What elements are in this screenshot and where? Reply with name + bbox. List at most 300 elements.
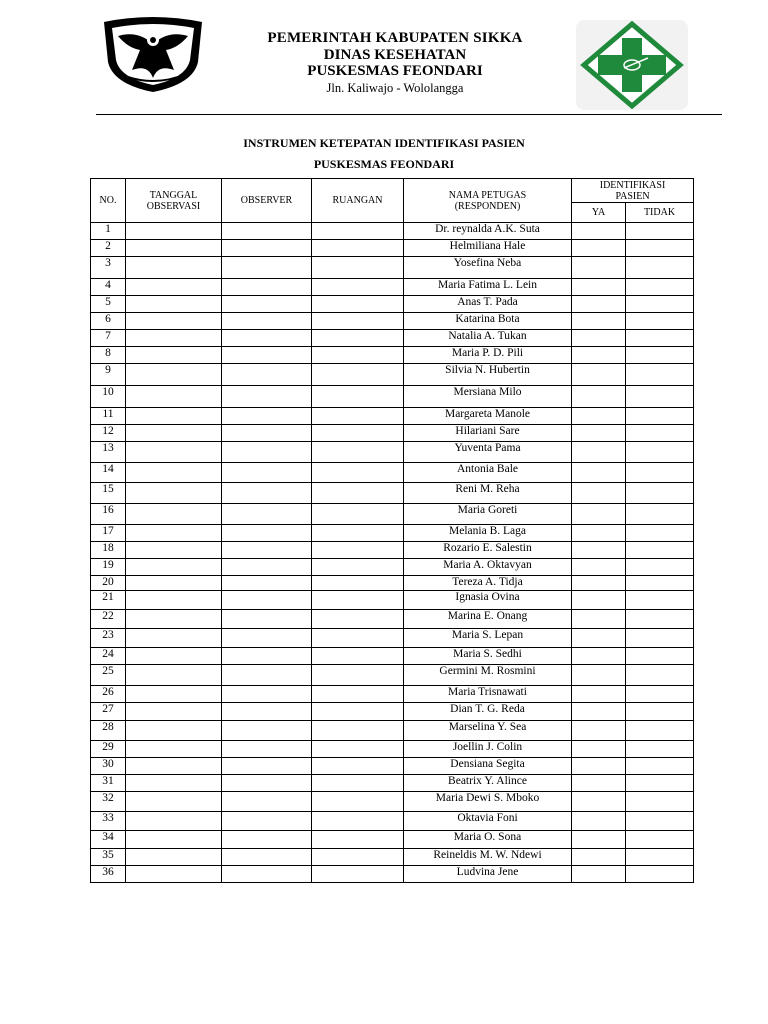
row-no-cell: 31 [91, 775, 126, 792]
row-observer-cell [222, 576, 312, 591]
row-ya-cell [572, 831, 626, 849]
table-row [91, 542, 694, 559]
row-tanggal-cell [126, 257, 222, 279]
row-tidak-cell [626, 648, 694, 665]
row-name-cell: Maria Goreti [404, 504, 572, 525]
row-tidak-cell [626, 758, 694, 775]
table-row [91, 775, 694, 792]
row-ruangan-cell [312, 831, 404, 849]
row-no-cell: 14 [91, 463, 126, 483]
row-tanggal-cell [126, 576, 222, 591]
row-ruangan-cell [312, 686, 404, 703]
row-ruangan-cell [312, 665, 404, 686]
row-no-cell: 1 [91, 223, 126, 240]
row-tidak-cell [626, 442, 694, 463]
header-identifikasi-pasien: IDENTIFIKASI PASIEN [572, 179, 694, 203]
row-ruangan-cell [312, 257, 404, 279]
row-no-cell: 4 [91, 279, 126, 296]
row-name-cell: Helmiliana Hale [404, 240, 572, 257]
table-row [91, 665, 694, 686]
row-name-cell: Rozario E. Salestin [404, 542, 572, 559]
row-name-cell: Densiana Segita [404, 758, 572, 775]
table-row [91, 559, 694, 576]
row-observer-cell [222, 386, 312, 408]
table-row [91, 347, 694, 364]
row-tanggal-cell [126, 386, 222, 408]
row-observer-cell [222, 741, 312, 758]
row-ya-cell [572, 240, 626, 257]
table-row [91, 812, 694, 831]
row-ya-cell [572, 257, 626, 279]
row-tanggal-cell [126, 758, 222, 775]
row-ruangan-cell [312, 559, 404, 576]
table-row [91, 442, 694, 463]
row-name-cell: Beatrix Y. Alince [404, 775, 572, 792]
table-row [91, 866, 694, 883]
row-tidak-cell [626, 576, 694, 591]
row-tanggal-cell [126, 425, 222, 442]
row-no-cell: 33 [91, 812, 126, 831]
row-ruangan-cell [312, 504, 404, 525]
row-observer-cell [222, 610, 312, 629]
row-ruangan-cell [312, 703, 404, 721]
table-row [91, 758, 694, 775]
row-ruangan-cell [312, 648, 404, 665]
row-ya-cell [572, 812, 626, 831]
row-tidak-cell [626, 741, 694, 758]
row-ruangan-cell [312, 364, 404, 386]
row-tidak-cell [626, 364, 694, 386]
row-observer-cell [222, 504, 312, 525]
row-tidak-cell [626, 463, 694, 483]
letterhead-address: Jln. Kaliwajo - Wololangga [326, 81, 464, 95]
row-tidak-cell [626, 812, 694, 831]
row-no-cell: 6 [91, 313, 126, 330]
row-tidak-cell [626, 240, 694, 257]
row-ya-cell [572, 741, 626, 758]
table-row [91, 313, 694, 330]
row-tanggal-cell [126, 849, 222, 866]
row-tanggal-cell [126, 330, 222, 347]
row-name-cell: Joellin J. Colin [404, 741, 572, 758]
table-row [91, 463, 694, 483]
row-tidak-cell [626, 775, 694, 792]
row-name-cell: Ludvina Jene [404, 866, 572, 883]
row-no-cell: 24 [91, 648, 126, 665]
row-tanggal-cell [126, 741, 222, 758]
row-ya-cell [572, 775, 626, 792]
row-tidak-cell [626, 525, 694, 542]
table-row [91, 849, 694, 866]
row-ruangan-cell [312, 741, 404, 758]
row-name-cell: Melania B. Laga [404, 525, 572, 542]
health-cross-logo [576, 20, 688, 110]
row-tanggal-cell [126, 775, 222, 792]
row-ya-cell [572, 386, 626, 408]
row-name-cell: Mersiana Milo [404, 386, 572, 408]
row-tidak-cell [626, 257, 694, 279]
row-tanggal-cell [126, 483, 222, 504]
row-no-cell: 10 [91, 386, 126, 408]
row-ruangan-cell [312, 240, 404, 257]
row-no-cell: 13 [91, 442, 126, 463]
row-ya-cell [572, 442, 626, 463]
row-ya-cell [572, 463, 626, 483]
row-name-cell: Maria Dewi S. Mboko [404, 792, 572, 812]
row-ya-cell [572, 866, 626, 883]
row-no-cell: 25 [91, 665, 126, 686]
header-ya: YA [572, 203, 626, 223]
row-tanggal-cell [126, 408, 222, 425]
row-ya-cell [572, 364, 626, 386]
row-no-cell: 12 [91, 425, 126, 442]
row-ruangan-cell [312, 386, 404, 408]
row-tanggal-cell [126, 610, 222, 629]
row-ya-cell [572, 849, 626, 866]
row-ya-cell [572, 591, 626, 610]
row-ruangan-cell [312, 296, 404, 313]
row-ya-cell [572, 279, 626, 296]
row-no-cell: 7 [91, 330, 126, 347]
row-no-cell: 8 [91, 347, 126, 364]
row-name-cell: Silvia N. Hubertin [404, 364, 572, 386]
row-name-cell: Maria S. Lepan [404, 629, 572, 648]
row-tanggal-cell [126, 279, 222, 296]
document-title: INSTRUMEN KETEPATAN IDENTIFIKASI PASIEN [243, 136, 525, 150]
row-observer-cell [222, 686, 312, 703]
row-tidak-cell [626, 665, 694, 686]
row-no-cell: 27 [91, 703, 126, 721]
row-name-cell: Reni M. Reha [404, 483, 572, 504]
row-ya-cell [572, 686, 626, 703]
letterhead-department: DINAS KESEHATAN [323, 47, 467, 63]
table-row [91, 296, 694, 313]
row-no-cell: 2 [91, 240, 126, 257]
row-ya-cell [572, 425, 626, 442]
row-ya-cell [572, 758, 626, 775]
row-ya-cell [572, 792, 626, 812]
row-tanggal-cell [126, 686, 222, 703]
row-ruangan-cell [312, 525, 404, 542]
row-name-cell: Margareta Manole [404, 408, 572, 425]
row-observer-cell [222, 330, 312, 347]
table-row [91, 610, 694, 629]
table-row [91, 576, 694, 591]
row-no-cell: 22 [91, 610, 126, 629]
letterhead [220, 30, 570, 96]
row-tanggal-cell [126, 525, 222, 542]
row-no-cell: 15 [91, 483, 126, 504]
row-no-cell: 36 [91, 866, 126, 883]
row-ruangan-cell [312, 330, 404, 347]
row-ruangan-cell [312, 610, 404, 629]
row-tanggal-cell [126, 831, 222, 849]
row-observer-cell [222, 721, 312, 741]
row-name-cell: Natalia A. Tukan [404, 330, 572, 347]
row-tidak-cell [626, 313, 694, 330]
row-ya-cell [572, 559, 626, 576]
row-tanggal-cell [126, 866, 222, 883]
row-ruangan-cell [312, 775, 404, 792]
row-ruangan-cell [312, 223, 404, 240]
row-name-cell: Reineldis M. W. Ndewi [404, 849, 572, 866]
row-no-cell: 16 [91, 504, 126, 525]
row-tanggal-cell [126, 559, 222, 576]
table-row [91, 386, 694, 408]
row-no-cell: 17 [91, 525, 126, 542]
document-subtitle: PUSKESMAS FEONDARI [313, 157, 455, 171]
row-ya-cell [572, 576, 626, 591]
row-ya-cell [572, 648, 626, 665]
header-nama-petugas: NAMA PETUGAS (RESPONDEN) [404, 179, 572, 223]
row-ya-cell [572, 665, 626, 686]
row-tidak-cell [626, 296, 694, 313]
row-tidak-cell [626, 483, 694, 504]
row-observer-cell [222, 463, 312, 483]
header-ruangan: RUANGAN [312, 179, 404, 223]
row-name-cell: Marselina Y. Sea [404, 721, 572, 741]
row-no-cell: 19 [91, 559, 126, 576]
row-tidak-cell [626, 792, 694, 812]
sikka-emblem-logo [98, 14, 208, 94]
row-tanggal-cell [126, 347, 222, 364]
row-observer-cell [222, 347, 312, 364]
row-tidak-cell [626, 504, 694, 525]
row-no-cell: 5 [91, 296, 126, 313]
row-observer-cell [222, 629, 312, 648]
row-no-cell: 3 [91, 257, 126, 279]
row-tidak-cell [626, 721, 694, 741]
row-ruangan-cell [312, 792, 404, 812]
row-no-cell: 32 [91, 792, 126, 812]
table-row [91, 504, 694, 525]
row-observer-cell [222, 442, 312, 463]
row-ya-cell [572, 525, 626, 542]
table-row [91, 591, 694, 610]
row-tidak-cell [626, 559, 694, 576]
header-tidak: TIDAK [626, 203, 694, 223]
letterhead-puskesmas: PUSKESMAS FEONDARI [307, 63, 483, 79]
row-tanggal-cell [126, 721, 222, 741]
row-name-cell: Maria Fatima L. Lein [404, 279, 572, 296]
row-name-cell: Antonia Bale [404, 463, 572, 483]
row-name-cell: Maria Trisnawati [404, 686, 572, 703]
table-row [91, 831, 694, 849]
row-ruangan-cell [312, 425, 404, 442]
row-ya-cell [572, 408, 626, 425]
table-row [91, 257, 694, 279]
table-row [91, 330, 694, 347]
row-observer-cell [222, 296, 312, 313]
table-row [91, 686, 694, 703]
row-ruangan-cell [312, 408, 404, 425]
row-ruangan-cell [312, 866, 404, 883]
row-observer-cell [222, 775, 312, 792]
row-tidak-cell [626, 610, 694, 629]
row-tanggal-cell [126, 504, 222, 525]
row-observer-cell [222, 408, 312, 425]
table-row [91, 525, 694, 542]
row-observer-cell [222, 703, 312, 721]
table-row [91, 223, 694, 240]
row-tidak-cell [626, 686, 694, 703]
row-tidak-cell [626, 386, 694, 408]
row-observer-cell [222, 223, 312, 240]
row-tanggal-cell [126, 591, 222, 610]
row-tanggal-cell [126, 812, 222, 831]
row-tidak-cell [626, 542, 694, 559]
row-tidak-cell [626, 408, 694, 425]
row-name-cell: Yuventa Pama [404, 442, 572, 463]
row-name-cell: Katarina Bota [404, 313, 572, 330]
row-no-cell: 18 [91, 542, 126, 559]
row-no-cell: 28 [91, 721, 126, 741]
row-tidak-cell [626, 223, 694, 240]
table-row [91, 240, 694, 257]
row-observer-cell [222, 849, 312, 866]
table-row [91, 741, 694, 758]
row-ruangan-cell [312, 849, 404, 866]
table-row [91, 648, 694, 665]
row-no-cell: 23 [91, 629, 126, 648]
row-name-cell: Yosefina Neba [404, 257, 572, 279]
row-tanggal-cell [126, 313, 222, 330]
row-observer-cell [222, 866, 312, 883]
letterhead-government: PEMERINTAH KABUPATEN SIKKA [267, 30, 523, 46]
table-row [91, 425, 694, 442]
row-tanggal-cell [126, 542, 222, 559]
row-name-cell: Anas T. Pada [404, 296, 572, 313]
row-tidak-cell [626, 330, 694, 347]
row-ruangan-cell [312, 347, 404, 364]
row-ya-cell [572, 313, 626, 330]
row-tidak-cell [626, 703, 694, 721]
row-ya-cell [572, 347, 626, 364]
row-tidak-cell [626, 279, 694, 296]
row-observer-cell [222, 542, 312, 559]
row-ruangan-cell [312, 629, 404, 648]
row-observer-cell [222, 812, 312, 831]
row-name-cell: Hilariani Sare [404, 425, 572, 442]
row-no-cell: 35 [91, 849, 126, 866]
row-no-cell: 21 [91, 591, 126, 610]
row-ruangan-cell [312, 542, 404, 559]
row-name-cell: Germini M. Rosmini [404, 665, 572, 686]
row-tanggal-cell [126, 223, 222, 240]
row-tidak-cell [626, 591, 694, 610]
row-tidak-cell [626, 849, 694, 866]
row-ruangan-cell [312, 758, 404, 775]
row-ya-cell [572, 629, 626, 648]
row-observer-cell [222, 240, 312, 257]
row-tanggal-cell [126, 240, 222, 257]
row-name-cell: Maria A. Oktavyan [404, 559, 572, 576]
row-no-cell: 30 [91, 758, 126, 775]
row-tidak-cell [626, 347, 694, 364]
row-tanggal-cell [126, 665, 222, 686]
row-observer-cell [222, 831, 312, 849]
table-row [91, 792, 694, 812]
row-name-cell: Tereza A. Tidja [404, 576, 572, 591]
row-observer-cell [222, 758, 312, 775]
row-name-cell: Maria O. Sona [404, 831, 572, 849]
row-name-cell: Dian T. G. Reda [404, 703, 572, 721]
row-observer-cell [222, 525, 312, 542]
table-row [91, 483, 694, 504]
row-observer-cell [222, 648, 312, 665]
row-name-cell: Ignasia Ovina [404, 591, 572, 610]
row-ruangan-cell [312, 576, 404, 591]
row-ya-cell [572, 483, 626, 504]
header-tanggal-observasi: TANGGAL OBSERVASI [126, 179, 222, 223]
header-observer: OBSERVER [222, 179, 312, 223]
table-row [91, 629, 694, 648]
row-tidak-cell [626, 629, 694, 648]
row-tanggal-cell [126, 629, 222, 648]
row-observer-cell [222, 364, 312, 386]
row-no-cell: 20 [91, 576, 126, 591]
row-ruangan-cell [312, 483, 404, 504]
row-observer-cell [222, 279, 312, 296]
row-no-cell: 34 [91, 831, 126, 849]
row-ruangan-cell [312, 463, 404, 483]
row-observer-cell [222, 257, 312, 279]
row-no-cell: 11 [91, 408, 126, 425]
row-tanggal-cell [126, 442, 222, 463]
row-ruangan-cell [312, 591, 404, 610]
row-observer-cell [222, 559, 312, 576]
row-tanggal-cell [126, 296, 222, 313]
header-divider [96, 114, 722, 115]
row-ya-cell [572, 721, 626, 741]
row-name-cell: Oktavia Foni [404, 812, 572, 831]
table-row [91, 279, 694, 296]
table-body [91, 223, 694, 883]
row-tanggal-cell [126, 648, 222, 665]
row-ya-cell [572, 703, 626, 721]
row-ya-cell [572, 610, 626, 629]
observation-table [90, 178, 694, 883]
row-no-cell: 9 [91, 364, 126, 386]
row-tanggal-cell [126, 703, 222, 721]
row-observer-cell [222, 313, 312, 330]
row-tanggal-cell [126, 792, 222, 812]
row-name-cell: Maria S. Sedhi [404, 648, 572, 665]
row-ruangan-cell [312, 442, 404, 463]
row-ya-cell [572, 296, 626, 313]
row-ruangan-cell [312, 313, 404, 330]
row-tidak-cell [626, 831, 694, 849]
row-ya-cell [572, 504, 626, 525]
row-ya-cell [572, 542, 626, 559]
row-name-cell: Marina E. Onang [404, 610, 572, 629]
row-no-cell: 29 [91, 741, 126, 758]
table-row [91, 721, 694, 741]
row-ya-cell [572, 223, 626, 240]
row-ruangan-cell [312, 279, 404, 296]
table-row [91, 364, 694, 386]
table-row [91, 408, 694, 425]
header-no: NO. [91, 179, 126, 223]
row-observer-cell [222, 792, 312, 812]
row-name-cell: Maria P. D. Pili [404, 347, 572, 364]
row-tanggal-cell [126, 463, 222, 483]
row-ruangan-cell [312, 812, 404, 831]
row-no-cell: 26 [91, 686, 126, 703]
row-tanggal-cell [126, 364, 222, 386]
row-tidak-cell [626, 425, 694, 442]
row-observer-cell [222, 591, 312, 610]
